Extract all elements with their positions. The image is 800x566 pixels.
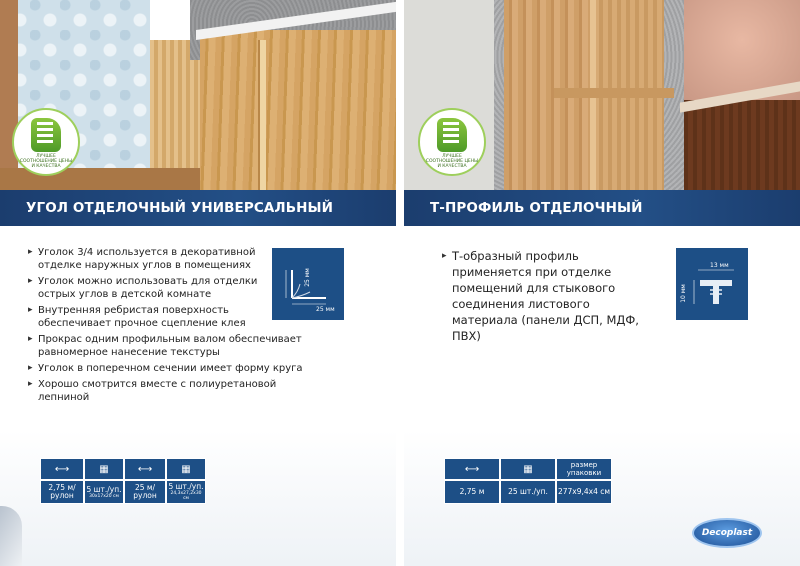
pack-size: 277x9,4x4 см [557, 487, 611, 496]
packaging-table [444, 458, 612, 504]
pack-head-length [444, 458, 500, 480]
pack-value [444, 480, 500, 504]
dim-height: 25 мм [303, 268, 311, 287]
product-title: Т-ПРОФИЛЬ ОТДЕЛОЧНЫЙ [430, 200, 643, 216]
pack-head-box [500, 458, 556, 480]
list-item: ▸ Уголок в поперечном сечении имеет форму круга [28, 362, 328, 375]
title-bar [404, 190, 800, 226]
corner-cross-section-diagram [272, 248, 344, 320]
pack-size: 24,3x27,2x30 см [170, 491, 202, 501]
dim-height: 10 мм [679, 284, 687, 303]
boxes-icon: ▦ [99, 463, 109, 475]
pack-value [556, 480, 612, 504]
quality-badge [418, 108, 486, 176]
door-frame [0, 0, 18, 190]
list-item: ▸ Внутренняя ребристая поверхность обеспечивает прочное сцепление клея [28, 304, 264, 330]
list-item: ▸ Хорошо смотрится вместе с полиуретановой лепниной [28, 378, 328, 404]
pack-length: 2,75 м/рулон [48, 483, 76, 500]
list-item: ▸ Т-образный профиль применяется при отделке помещений для стыкового соединения листового материала (панели ДСП, МДФ, ПВХ) [442, 248, 652, 344]
brand-logo [692, 518, 762, 548]
badge-text: ЛУЧШЕЕ СООТНОШЕНИЕ ЦЕНЫ И КАЧЕСТВА [425, 154, 479, 169]
badge-text: ЛУЧШЕЕ СООТНОШЕНИЕ ЦЕНЫ И КАЧЕСТВА [19, 154, 73, 169]
boxes-icon: ▦ [523, 463, 533, 475]
pack-count: 5 шт./уп. [168, 482, 204, 491]
pack-count: 25 шт./уп. [508, 487, 548, 496]
gutter [396, 0, 404, 566]
dark-wood-panel [684, 100, 800, 190]
pack-count: 5 шт./уп. [86, 484, 122, 494]
packaging-table [40, 458, 206, 504]
panel-corner-profile [0, 0, 396, 566]
thumbs-up-icon [31, 118, 61, 152]
feature-list [442, 248, 652, 347]
pack-value [40, 480, 84, 504]
corner-trim [258, 40, 266, 190]
t-profile-cross-section-diagram [676, 248, 748, 320]
dim-width: 13 мм [710, 262, 729, 269]
thumbs-up-icon [437, 118, 467, 152]
pack-head-length [40, 458, 84, 480]
list-item: ▸ Прокрас одним профильным валом обеспечивает равномерное нанесение текстуры [28, 333, 328, 359]
feature-list [28, 246, 303, 407]
pack-length: 2,75 м [459, 487, 485, 496]
pack-length: 25 м/рулон [133, 483, 157, 500]
list-item: ▸ Уголок 3/4 используется в декоративной отделке наружных углов в помещениях [28, 246, 264, 272]
panel-t-profile [404, 0, 800, 566]
boxes-icon: ▦ [181, 463, 191, 475]
list-item: ▸ Уголок можно использовать для отделки острых углов в детской комнате [28, 275, 264, 301]
length-arrows-icon: ⟷ [464, 463, 480, 475]
pack-value [84, 480, 124, 504]
pack-value [124, 480, 166, 504]
pack-size: 30x17x20 см [89, 493, 119, 499]
pack-value [166, 480, 206, 504]
brand-name: Decoplast [701, 528, 753, 538]
product-description [0, 226, 396, 566]
page-curl [0, 506, 22, 566]
length-arrows-icon: ⟷ [137, 463, 153, 475]
product-title: УГОЛ ОТДЕЛОЧНЫЙ УНИВЕРСАЛЬНЫЙ [26, 200, 333, 216]
pack-head-length [124, 458, 166, 480]
dim-width: 25 мм [316, 306, 335, 313]
product-photo-t-profile [404, 0, 800, 190]
horizontal-batten [554, 88, 674, 98]
length-arrows-icon: ⟷ [54, 463, 70, 475]
pack-head-box [84, 458, 124, 480]
pack-value [500, 480, 556, 504]
title-bar [0, 190, 396, 226]
quality-badge [12, 108, 80, 176]
pack-head-size: размер упаковки [556, 458, 612, 480]
pack-head-box [166, 458, 206, 480]
product-description [404, 226, 800, 566]
product-photo-corner [0, 0, 396, 190]
wood-panel [200, 30, 396, 190]
